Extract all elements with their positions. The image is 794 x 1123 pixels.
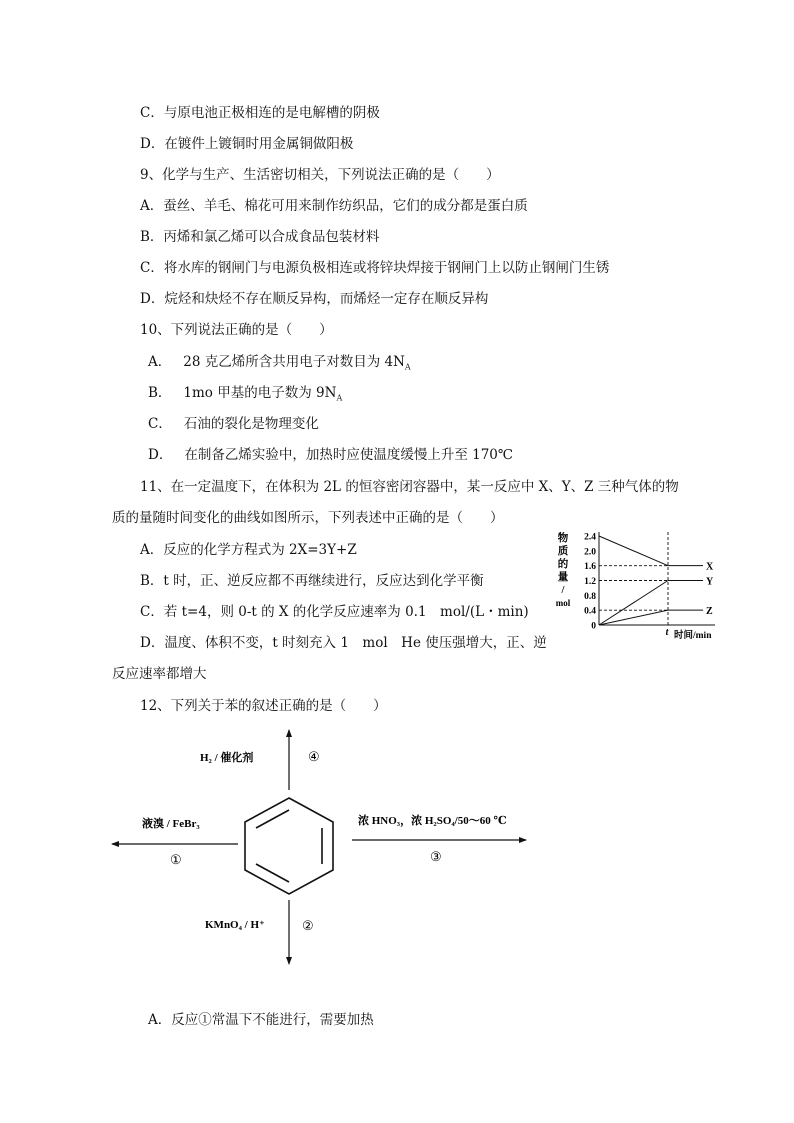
- option-label: A．: [148, 354, 172, 370]
- q8-option-d: D．在镀件上镀铜时用金属铜做阳极: [140, 136, 354, 152]
- y-tick-label: 1.2: [584, 577, 596, 587]
- q10-option-b: [148, 384, 342, 408]
- up-reagent: H₂ / 催化剂: [200, 752, 254, 764]
- left-number: ①: [170, 852, 182, 867]
- option-label: C．: [148, 416, 172, 432]
- y-axis-label-char: 质: [557, 546, 569, 557]
- series-line-x: [599, 536, 668, 566]
- left-reagent: 液溴 / FeBr₃: [142, 818, 200, 830]
- y-axis-label-char: 量: [557, 572, 569, 583]
- y-tick-label: 2.0: [584, 547, 596, 558]
- down-reagent: KMnO₄ / H⁺: [205, 919, 265, 931]
- q11-option-c: C．若 t=4，则 0-t 的 X 的化学反应速率为 0.1 mol/(L・min): [140, 604, 529, 620]
- series-label-z: Z: [706, 606, 713, 618]
- benzene-ring: [245, 798, 333, 894]
- avogadro-subscript: A: [336, 393, 343, 403]
- series-line-y: [599, 581, 668, 626]
- q12-stem: 12、下列关于苯的叙述正确的是（ ）: [140, 698, 387, 714]
- avogadro-subscript: A: [404, 362, 411, 372]
- option-label: D．: [148, 447, 173, 463]
- option-text: 石油的裂化是物理变化: [183, 416, 319, 432]
- option-text: 1mo 甲基的电子数为 9N: [183, 385, 337, 401]
- series-line-z: [599, 610, 668, 625]
- right-number: ③: [430, 849, 442, 864]
- q9-option-a: A．蚕丝、羊毛、棉花可用来制作纺织品，它们的成分都是蛋白质: [140, 198, 528, 214]
- y-axis-label-char: mol: [555, 598, 571, 608]
- q8-option-c: C．与原电池正极相连的是电解槽的阴极: [140, 105, 380, 121]
- y-tick-label: 1.6: [584, 562, 596, 573]
- option-text: 在制备乙烯实验中，加热时应使温度缓慢上升至 170℃: [184, 447, 513, 463]
- q9-option-d: D．烷烃和炔烃不存在顺反异构，而烯烃一定存在顺反异构: [140, 291, 489, 307]
- q10-option-a: [148, 353, 411, 377]
- y-axis-label-char: /: [561, 585, 565, 596]
- series-label-x: X: [706, 561, 714, 573]
- q11-option-a: A．反应的化学方程式为 2X=3Y+Z: [140, 542, 357, 558]
- y-tick-label: 2.4: [584, 532, 596, 543]
- q9-option-c: C．将水库的钢闸门与电源负极相连或将锌块焊接于钢闸门上以防止钢闸门生锈: [140, 260, 610, 276]
- right-reagent: 浓 HNO₃，浓 H₂SO₄/50～60 ℃: [358, 815, 507, 827]
- benzene-reaction-diagram: [110, 720, 540, 970]
- down-number: ②: [302, 918, 314, 933]
- y-tick-label: 0.8: [584, 591, 596, 602]
- series-label-y: Y: [706, 576, 714, 588]
- y-tick-label: 0.4: [584, 606, 596, 617]
- y-tick-label: 0: [591, 621, 596, 632]
- q11-option-b: B．t 时，正、逆反应都不再继续进行，反应达到化学平衡: [140, 573, 484, 589]
- q10-option-c: [148, 415, 319, 433]
- q10-option-d: [148, 446, 513, 464]
- q9-option-b: B．丙烯和氯乙烯可以合成食品包装材料: [140, 229, 380, 245]
- option-label: B．: [148, 385, 172, 401]
- y-axis-label-char: 的: [557, 559, 569, 570]
- x-axis-label: 时间/min: [674, 631, 712, 641]
- q12-option-a: A．反应①常温下不能进行，需要加热: [148, 1012, 374, 1028]
- q11-stem-line1: 11、在一定温度下，在体积为 2L 的恒容密闭容器中，某一反应中 X、Y、Z 三种气体的物: [140, 479, 679, 495]
- q11-option-d-line1: D．温度、体积不变，t 时刻充入 1 mol He 使压强增大，正、逆: [140, 635, 547, 651]
- q11-chart: [553, 528, 728, 643]
- q11-option-d-line2: 反应速率都增大: [112, 666, 207, 682]
- q9-stem: 9、化学与生产、生活密切相关，下列说法正确的是（ ）: [140, 167, 500, 183]
- q11-stem-line2: 质的量随时间变化的曲线如图所示，下列表述中正确的是（ ）: [112, 510, 504, 526]
- up-number: ④: [308, 749, 320, 764]
- q10-stem: 10、下列说法正确的是（ ）: [140, 322, 333, 338]
- option-text: 28 克乙烯所含共用电子对数目为 4N: [183, 354, 405, 370]
- y-axis-label-char: 物: [557, 533, 569, 544]
- x-mark-t: t: [665, 627, 669, 638]
